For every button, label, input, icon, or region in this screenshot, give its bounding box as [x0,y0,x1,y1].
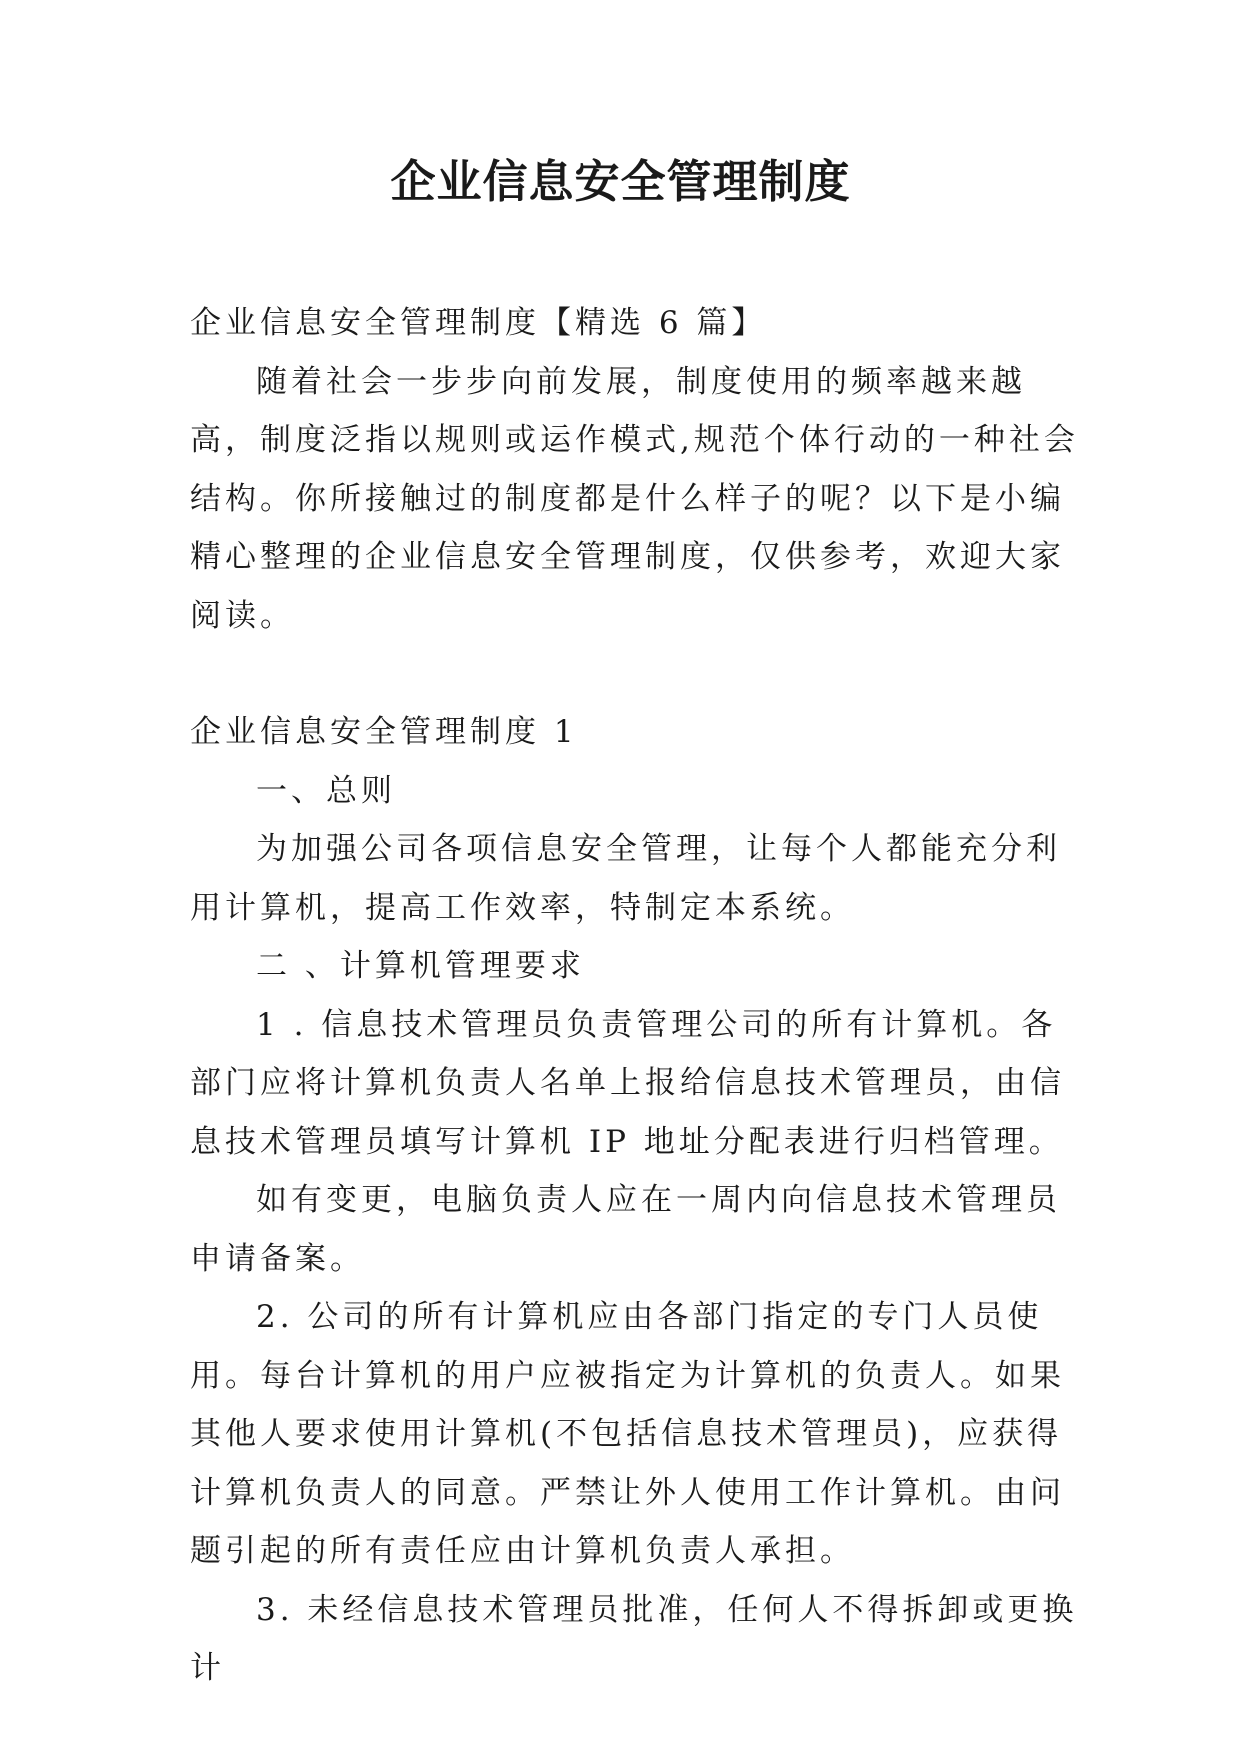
section-heading: 企业信息安全管理制度 1 [190,714,578,750]
paragraph-gap [190,645,1080,703]
part1-heading: 一、总则 [256,772,396,809]
item2-paragraph: 2. 公司的所有计算机应由各部门指定的专门人员使用。每台计算机的用户应被指定为计算机的负责人。如果其他人要求使用计算机(不包括信息技术管理员)，应获得计算机负责人的同意。严禁让外人使用工作计算机。由问题引起的所有责任应由计算机负责人承担。 [190,1299,1065,1569]
part1-paragraph: 为加强公司各项信息安全管理，让每个人都能充分利用计算机，提高工作效率，特制定本系统。 [190,831,1061,926]
intro-paragraph: 随着社会一步步向前发展，制度使用的频率越来越高，制度泛指以规则或运作模式,规范个体行动的一种社会结构。你所接触过的制度都是什么样子的呢？以下是小编精心整理的企业信息安全管理制度，仅供参考，欢迎大家阅读。 [190,363,1079,634]
item1-paragraph: 1 . 信息技术管理员负责管理公司的所有计算机。各部门应将计算机负责人名单上报给信息技术管理员，由信息技术管理员填写计算机 IP 地址分配表进行归档管理。 [190,1006,1065,1160]
item3-paragraph: 3. 未经信息技术管理员批准，任何人不得拆卸或更换计 [190,1591,1078,1686]
part2-heading: 二 、计算机管理要求 [256,948,585,984]
document-body [190,294,1080,1698]
document-subtitle: 企业信息安全管理制度【精选 6 篇】 [190,305,767,341]
document-title: 企业信息安全管理制度 [390,155,851,208]
item1-note-paragraph: 如有变更，电脑负责人应在一周内向信息技术管理员申请备案。 [190,1182,1061,1277]
